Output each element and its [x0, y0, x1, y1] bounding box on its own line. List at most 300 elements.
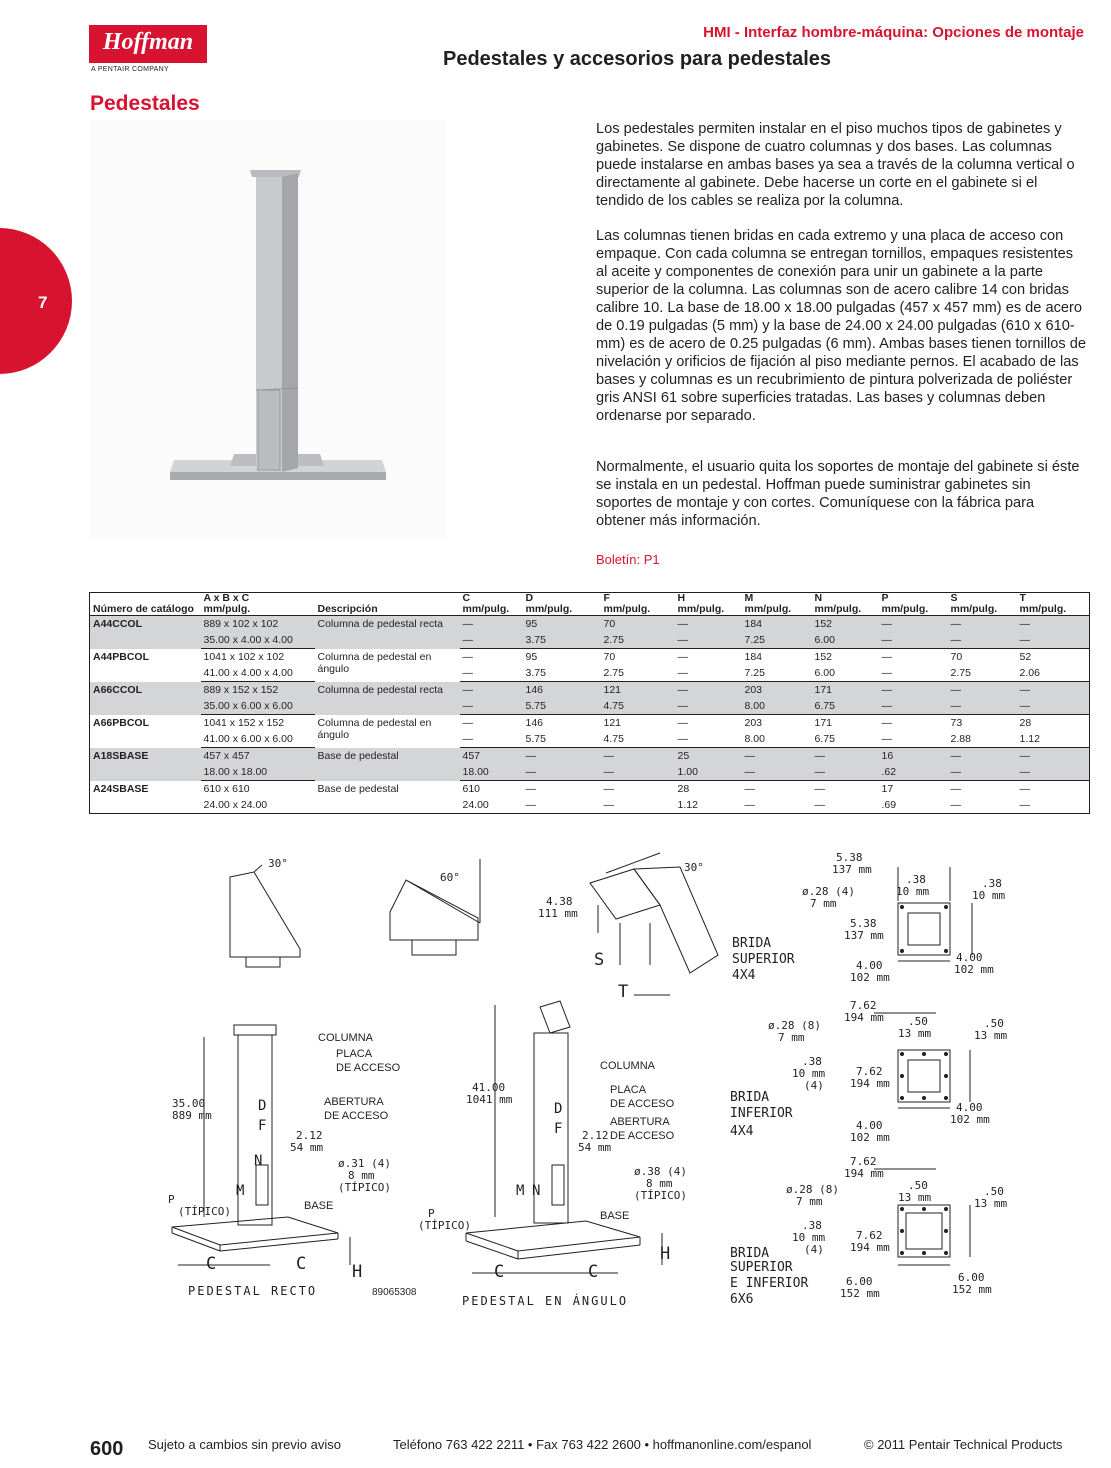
- svg-text:8 mm: 8 mm: [348, 1169, 375, 1182]
- value-in: 2.06: [1017, 665, 1090, 682]
- pedestal-recto-caption: PEDESTAL RECTO: [188, 1284, 318, 1298]
- column-header-top: M: [744, 592, 754, 604]
- value-mm: —: [881, 651, 892, 663]
- value-mm: 152: [814, 651, 833, 663]
- column-header: mm/pulg.: [879, 604, 948, 616]
- svg-text:M: M: [516, 1183, 525, 1199]
- drawing-number: 89065308: [372, 1287, 417, 1298]
- value-in: —: [460, 698, 523, 715]
- dimension-in: 35.00 x 6.00 x 6.00: [201, 698, 315, 715]
- catalog-number: A44PBCOL: [93, 650, 150, 663]
- dim-212-2: 2.12: [582, 1129, 609, 1142]
- value-in: —: [879, 665, 948, 682]
- value-mm: 28: [1019, 717, 1032, 729]
- svg-text:7.62: 7.62: [856, 1065, 883, 1078]
- value-in: 2.75: [948, 665, 1017, 682]
- table-row: [90, 781, 1090, 798]
- svg-text:N: N: [254, 1153, 263, 1169]
- value-in: 4.75: [601, 698, 675, 715]
- value-in: —: [812, 764, 879, 781]
- straight-top-flange: [234, 1025, 276, 1035]
- svg-text:6.00: 6.00: [846, 1275, 873, 1288]
- svg-text:137 mm: 137 mm: [832, 863, 872, 876]
- column-header: mm/pulg.: [948, 604, 1017, 616]
- mounting-paragraph: Normalmente, el usuario quita los soportes de montaje del gabinete si éste se instala en un pedestal. Hoffman puede suministrar gabinetes sin soportes de montaje y con cortes. Comuníquese con la fábrica para obtener más información.: [596, 459, 1080, 529]
- value-mm: —: [675, 616, 742, 633]
- svg-text:13 mm: 13 mm: [974, 1029, 1008, 1042]
- svg-text:F: F: [258, 1118, 267, 1134]
- page-number: 600: [90, 1438, 124, 1460]
- base-label-2: BASE: [600, 1210, 630, 1222]
- hole-038: ø.38 (4): [634, 1165, 687, 1178]
- value-mm: —: [601, 748, 675, 765]
- dim-111: 111 mm: [538, 907, 578, 920]
- svg-text:H: H: [660, 1244, 671, 1264]
- value-mm: 184: [744, 651, 763, 663]
- value-in: 7.25: [742, 632, 812, 649]
- svg-text:(4): (4): [804, 1243, 824, 1256]
- svg-text:E INFERIOR: E INFERIOR: [730, 1276, 809, 1291]
- column-header: mm/pulg.: [460, 604, 523, 616]
- value-mm: —: [881, 717, 892, 729]
- value-mm: —: [677, 651, 688, 663]
- column-header: mm/pulg.: [523, 604, 601, 616]
- svg-text:C: C: [296, 1254, 307, 1274]
- svg-text:6X6: 6X6: [730, 1292, 754, 1307]
- svg-text:.50: .50: [984, 1185, 1004, 1198]
- svg-text:7 mm: 7 mm: [778, 1031, 805, 1044]
- svg-text:152 mm: 152 mm: [952, 1283, 992, 1296]
- f44-hole: ø.28 (4): [802, 885, 855, 898]
- svg-text:SUPERIOR: SUPERIOR: [732, 952, 795, 967]
- fi-hole: ø.28 (8): [768, 1019, 821, 1032]
- value-mm: 25: [675, 748, 742, 765]
- description: Columna de pedestal en ángulo: [317, 650, 432, 675]
- value-mm: —: [950, 783, 961, 795]
- catalog-number: A18SBASE: [90, 748, 201, 781]
- value-in: 7.25: [742, 665, 812, 682]
- value-in: .69: [879, 797, 948, 814]
- svg-text:DE ACCESO: DE ACCESO: [610, 1130, 675, 1142]
- value-in: 8.00: [742, 698, 812, 715]
- table-row: [90, 682, 1090, 699]
- hood-60-drawing: [390, 880, 478, 940]
- value-in: —: [948, 797, 1017, 814]
- value-in: 5.75: [523, 698, 601, 715]
- logo-tagline: A PENTAIR COMPANY: [91, 66, 169, 73]
- value-mm: 70: [601, 616, 675, 633]
- dimension-in: 18.00 x 18.00: [201, 764, 315, 781]
- value-mm: 146: [523, 682, 601, 699]
- table-row: [90, 616, 1090, 633]
- description: Base de pedestal: [317, 782, 399, 795]
- value-mm: —: [948, 748, 1017, 765]
- svg-text:10 mm: 10 mm: [896, 885, 930, 898]
- catalog-number: A24SBASE: [93, 782, 149, 795]
- value-in: —: [523, 764, 601, 781]
- value-mm: 184: [742, 616, 812, 633]
- flange-top-4x4: [898, 903, 950, 955]
- svg-text:(TÍPICO): (TÍPICO): [338, 1181, 391, 1194]
- value-mm: 70: [603, 651, 616, 663]
- column-header: mm/pulg.: [601, 604, 675, 616]
- flange-bottom-4x4: [898, 1050, 950, 1102]
- svg-text:4X4: 4X4: [730, 1124, 754, 1139]
- svg-text:6.00: 6.00: [958, 1271, 985, 1284]
- f6-hole: ø.28 (8): [786, 1183, 839, 1196]
- svg-text:BRIDA: BRIDA: [730, 1246, 770, 1261]
- svg-text:7 mm: 7 mm: [810, 897, 837, 910]
- value-in: —: [675, 665, 742, 682]
- value-in: 18.00: [460, 764, 523, 781]
- dimension-mm: 610 x 610: [203, 783, 250, 795]
- svg-text:102 mm: 102 mm: [850, 1131, 890, 1144]
- value-in: —: [1017, 797, 1090, 814]
- svg-text:4.00: 4.00: [956, 1101, 983, 1114]
- column-header-top: D: [525, 592, 534, 604]
- value-in: 8.00: [742, 731, 812, 748]
- value-in: 5.75: [523, 731, 601, 748]
- value-in: —: [948, 632, 1017, 649]
- svg-text:4X4: 4X4: [732, 968, 756, 983]
- value-in: 1.12: [675, 797, 742, 814]
- value-mm: 457: [460, 748, 523, 765]
- column-header: mm/pulg.: [812, 604, 879, 616]
- svg-text:194 mm: 194 mm: [850, 1077, 890, 1090]
- value-mm: —: [603, 783, 614, 795]
- dimension-in: 35.00 x 4.00 x 4.00: [201, 632, 315, 649]
- value-in: —: [675, 731, 742, 748]
- svg-text:102 mm: 102 mm: [850, 971, 890, 984]
- value-mm: —: [1019, 783, 1030, 795]
- svg-text:13 mm: 13 mm: [974, 1197, 1008, 1210]
- value-in: —: [948, 698, 1017, 715]
- p-tipico-2: P: [428, 1207, 435, 1220]
- value-in: —: [675, 698, 742, 715]
- value-mm: —: [525, 783, 536, 795]
- value-in: —: [879, 698, 948, 715]
- value-mm: 146: [525, 717, 544, 729]
- column-header: mm/pulg.: [675, 604, 742, 616]
- hole-031: ø.31 (4): [338, 1157, 391, 1170]
- svg-text:D: D: [258, 1098, 267, 1114]
- table-row: [90, 797, 1090, 814]
- hood-30-drawing: [230, 872, 300, 957]
- svg-text:4.00: 4.00: [856, 1119, 883, 1132]
- specifications-table: [89, 592, 1090, 814]
- svg-text:102 mm: 102 mm: [954, 963, 994, 976]
- svg-text:102 mm: 102 mm: [950, 1113, 990, 1126]
- footer-copyright: © 2011 Pentair Technical Products: [864, 1437, 1063, 1452]
- column-header-top: H: [677, 592, 686, 604]
- angle-60-label: 60°: [440, 871, 460, 884]
- intro-paragraph: Los pedestales permiten instalar en el piso muchos tipos de gabinetes y gabinetes. Se dispone de cuatro columnas y dos bases. Las columnas puede instalarse en ambas bases ya sea a través de la columna vertical o directamente al gabinete. Debe hacerse un corte en el gabinete si el tendido de los cables se realiza por la columna.: [596, 121, 1075, 209]
- svg-text:.38: .38: [982, 877, 1002, 890]
- table-row: [90, 731, 1090, 748]
- value-in: 24.00: [460, 797, 523, 814]
- description: Base de pedestal: [315, 748, 460, 781]
- value-in: —: [675, 632, 742, 649]
- description: Columna de pedestal en ángulo: [317, 716, 432, 741]
- value-in: —: [460, 665, 523, 682]
- value-in: —: [460, 731, 523, 748]
- value-in: 6.75: [812, 698, 879, 715]
- column-header-top: S: [950, 592, 958, 604]
- svg-text:BRIDA: BRIDA: [732, 936, 772, 951]
- value-mm: 121: [603, 717, 622, 729]
- value-mm: 70: [950, 651, 963, 663]
- dim-212-1: 2.12: [296, 1129, 323, 1142]
- value-mm: 121: [601, 682, 675, 699]
- svg-text:INFERIOR: INFERIOR: [730, 1106, 793, 1121]
- value-mm: 171: [812, 682, 879, 699]
- angled-flange-drawing: [590, 869, 660, 919]
- column-header: Número de catálogo: [90, 604, 201, 616]
- p-tipico-1: P: [168, 1193, 175, 1206]
- brida-6x6-label: [730, 1246, 808, 1307]
- dimension-mm: 1041 x 102 x 102: [203, 651, 285, 663]
- value-in: 2.88: [948, 731, 1017, 748]
- dimension-mm: 889 x 152 x 152: [201, 682, 315, 699]
- svg-text:889 mm: 889 mm: [172, 1109, 212, 1122]
- value-mm: 152: [812, 616, 879, 633]
- value-in: 6.00: [812, 665, 879, 682]
- svg-text:C: C: [494, 1262, 505, 1282]
- value-mm: 171: [814, 717, 833, 729]
- angle-30-label-2: 30°: [684, 861, 704, 874]
- column-header-top: A x B x C: [203, 592, 250, 604]
- svg-text:194 mm: 194 mm: [844, 1167, 884, 1180]
- value-mm: 203: [742, 682, 812, 699]
- table-row: [90, 698, 1090, 715]
- table-row: [90, 764, 1090, 781]
- abertura-label-2: ABERTURA: [610, 1116, 670, 1128]
- pedestal-photo: [90, 120, 446, 540]
- value-mm: —: [948, 682, 1017, 699]
- catalog-number: A66PBCOL: [93, 716, 150, 729]
- svg-text:.50: .50: [908, 1179, 928, 1192]
- value-mm: —: [523, 748, 601, 765]
- value-mm: 28: [677, 783, 690, 795]
- header-category: HMI - Interfaz hombre-máquina: Opciones de montaje: [703, 24, 1084, 41]
- svg-text:SUPERIOR: SUPERIOR: [730, 1260, 793, 1275]
- value-in: —: [879, 632, 948, 649]
- base-label-1: BASE: [304, 1200, 334, 1212]
- angled-base: [466, 1221, 640, 1251]
- svg-text:BRIDA: BRIDA: [730, 1090, 770, 1105]
- value-in: 6.75: [812, 731, 879, 748]
- svg-text:54 mm: 54 mm: [578, 1141, 612, 1154]
- chapter-tab: [0, 228, 72, 374]
- f44-dim-538-top: 5.38: [836, 851, 863, 864]
- value-in: —: [879, 731, 948, 748]
- value-mm: —: [1017, 616, 1090, 633]
- value-mm: —: [460, 616, 523, 633]
- svg-text:8 mm: 8 mm: [646, 1177, 673, 1190]
- svg-text:H: H: [352, 1262, 363, 1282]
- table-row: [90, 632, 1090, 649]
- column-header-top: N: [814, 592, 823, 604]
- straight-base: [172, 1217, 338, 1245]
- label-t: T: [618, 982, 629, 1002]
- column-header-top: T: [1019, 592, 1026, 604]
- svg-text:137 mm: 137 mm: [844, 929, 884, 942]
- dimension-in: 41.00 x 4.00 x 4.00: [201, 665, 315, 682]
- value-mm: 17: [881, 783, 894, 795]
- column-header: mm/pulg.: [742, 604, 812, 616]
- table-row: [90, 649, 1090, 666]
- column-header: mm/pulg.: [201, 604, 315, 616]
- value-in: —: [1017, 764, 1090, 781]
- value-in: —: [1017, 632, 1090, 649]
- description: Columna de pedestal recta: [315, 616, 460, 649]
- svg-text:.50: .50: [908, 1015, 928, 1028]
- value-in: 2.75: [601, 632, 675, 649]
- svg-text:(TÍPICO): (TÍPICO): [418, 1219, 471, 1232]
- dimension-in: 41.00 x 6.00 x 6.00: [201, 731, 315, 748]
- value-in: 1.00: [675, 764, 742, 781]
- value-mm: 16: [879, 748, 948, 765]
- value-mm: —: [675, 682, 742, 699]
- value-in: 4.75: [601, 731, 675, 748]
- value-in: —: [948, 764, 1017, 781]
- value-mm: —: [814, 783, 825, 795]
- value-mm: —: [462, 651, 473, 663]
- value-mm: 203: [744, 717, 763, 729]
- value-in: —: [812, 797, 879, 814]
- table-header-bottom: [90, 604, 1090, 616]
- dimension-mm: 457 x 457: [201, 748, 315, 765]
- columna-label-2: COLUMNA: [600, 1060, 656, 1072]
- value-in: —: [742, 764, 812, 781]
- description: Columna de pedestal recta: [315, 682, 460, 715]
- svg-text:13 mm: 13 mm: [898, 1191, 932, 1204]
- value-in: 3.75: [523, 665, 601, 682]
- value-in: —: [460, 632, 523, 649]
- technical-drawings: [150, 845, 1020, 1315]
- svg-text:DE ACCESO: DE ACCESO: [324, 1110, 389, 1122]
- svg-text:C: C: [588, 1262, 599, 1282]
- label-s: S: [594, 950, 605, 970]
- page-title: Pedestales y accesorios para pedestales: [443, 48, 832, 70]
- table-row: [90, 715, 1090, 732]
- svg-text:10 mm: 10 mm: [792, 1231, 826, 1244]
- angled-top-flange: [540, 1001, 570, 1033]
- catalog-number: A66CCOL: [90, 682, 201, 715]
- value-mm: —: [879, 616, 948, 633]
- column-header-top: C: [462, 592, 471, 604]
- value-mm: 73: [950, 717, 963, 729]
- svg-text:(TÍPICO): (TÍPICO): [634, 1189, 687, 1202]
- construction-paragraph: Las columnas tienen bridas en cada extremo y una placa de acceso con empaque. Con cada columna se entregan tornillos, empaques resistentes al aceite y componentes de conexión para unir un gabinete a la parte superior de la columna. Las columnas son de acero calibre 14 con bridas calibre 10. La base de 18.00 x 18.00 pulgadas (457 x 457 mm) es de acero de 0.19 pulgadas (5 mm) y la base de 24.00 x 24.00 pulgadas (610 x 610-mm) es de acero de 0.25 pulgadas (6 mm). Ambas bases tienen tornillos de nivelación y orificios de fijación al piso mediante pernos. El acabado de las bases y columnas es un recubrimiento de pintura polverizada de poliéster gris ANSI 61 sobre superficies tratadas. Las bases y columnas deben ordenarse por separado.: [596, 228, 1086, 424]
- value-in: 6.00: [812, 632, 879, 649]
- placa-label-1: PLACA: [336, 1048, 373, 1060]
- fi-dim-762: 7.62: [850, 999, 877, 1012]
- value-mm: —: [744, 783, 755, 795]
- table-row: [90, 748, 1090, 765]
- svg-text:D: D: [554, 1101, 563, 1117]
- value-mm: 95: [523, 616, 601, 633]
- svg-text:4.00: 4.00: [956, 951, 983, 964]
- value-in: 1.12: [1017, 731, 1090, 748]
- svg-text:194 mm: 194 mm: [850, 1241, 890, 1254]
- dim-4100: 41.00: [472, 1081, 506, 1094]
- svg-text:1041 mm: 1041 mm: [466, 1093, 513, 1106]
- column-header: Descripción: [315, 604, 460, 616]
- svg-text:.38: .38: [906, 873, 926, 886]
- value-mm: —: [1017, 748, 1090, 765]
- brida-superior-label: [732, 936, 795, 983]
- abertura-label-1: ABERTURA: [324, 1096, 384, 1108]
- column-header-top: F: [603, 592, 610, 604]
- value-mm: —: [812, 748, 879, 765]
- svg-text:54 mm: 54 mm: [290, 1141, 324, 1154]
- column-header: mm/pulg.: [1017, 604, 1090, 616]
- f6-dim-762: 7.62: [850, 1155, 877, 1168]
- angle-30-label: 30°: [268, 857, 288, 870]
- pedestal-angulo-caption: PEDESTAL EN ÁNGULO: [462, 1294, 629, 1308]
- value-mm: 95: [525, 651, 538, 663]
- value-mm: —: [948, 616, 1017, 633]
- logo-wordmark: Hoffman: [102, 29, 194, 55]
- value-in: —: [1017, 698, 1090, 715]
- value-mm: —: [677, 717, 688, 729]
- svg-text:M: M: [236, 1183, 245, 1199]
- svg-text:7 mm: 7 mm: [796, 1195, 823, 1208]
- value-in: —: [523, 797, 601, 814]
- svg-text:10 mm: 10 mm: [972, 889, 1006, 902]
- svg-text:C: C: [206, 1254, 217, 1274]
- svg-text:DE ACCESO: DE ACCESO: [336, 1062, 401, 1074]
- value-mm: —: [462, 717, 473, 729]
- column-header-top: P: [881, 592, 889, 604]
- placa-label-2: PLACA: [610, 1084, 647, 1096]
- value-mm: 52: [1019, 651, 1032, 663]
- table-row: [90, 665, 1090, 682]
- value-mm: 610: [462, 783, 481, 795]
- svg-text:.38: .38: [802, 1055, 822, 1068]
- svg-text:152 mm: 152 mm: [840, 1287, 880, 1300]
- svg-text:.38: .38: [802, 1219, 822, 1232]
- svg-text:4.00: 4.00: [856, 959, 883, 972]
- value-mm: —: [460, 682, 523, 699]
- value-in: —: [601, 797, 675, 814]
- dimension-mm: 889 x 102 x 102: [201, 616, 315, 633]
- value-in: 3.75: [523, 632, 601, 649]
- value-mm: —: [879, 682, 948, 699]
- value-in: —: [742, 797, 812, 814]
- chapter-number: 7: [38, 293, 48, 312]
- value-in: 2.75: [601, 665, 675, 682]
- svg-text:F: F: [554, 1121, 563, 1137]
- svg-text:(4): (4): [804, 1079, 824, 1092]
- value-in: —: [601, 764, 675, 781]
- dimension-in: 24.00 x 24.00: [201, 797, 315, 814]
- footer-disclaimer: Sujeto a cambios sin previo aviso: [148, 1437, 341, 1452]
- value-in: .62: [879, 764, 948, 781]
- dim-438: 4.38: [546, 895, 573, 908]
- bulletin-reference: Boletín: P1: [596, 552, 660, 567]
- value-mm: —: [1017, 682, 1090, 699]
- svg-text:5.38: 5.38: [850, 917, 877, 930]
- value-mm: —: [742, 748, 812, 765]
- svg-text:10 mm: 10 mm: [792, 1067, 826, 1080]
- svg-text:(TÍPICO): (TÍPICO): [178, 1205, 231, 1218]
- dim-3500: 35.00: [172, 1097, 206, 1110]
- section-title: Pedestales: [90, 92, 200, 115]
- brida-inferior-label: [730, 1090, 793, 1139]
- svg-text:194 mm: 194 mm: [844, 1011, 884, 1024]
